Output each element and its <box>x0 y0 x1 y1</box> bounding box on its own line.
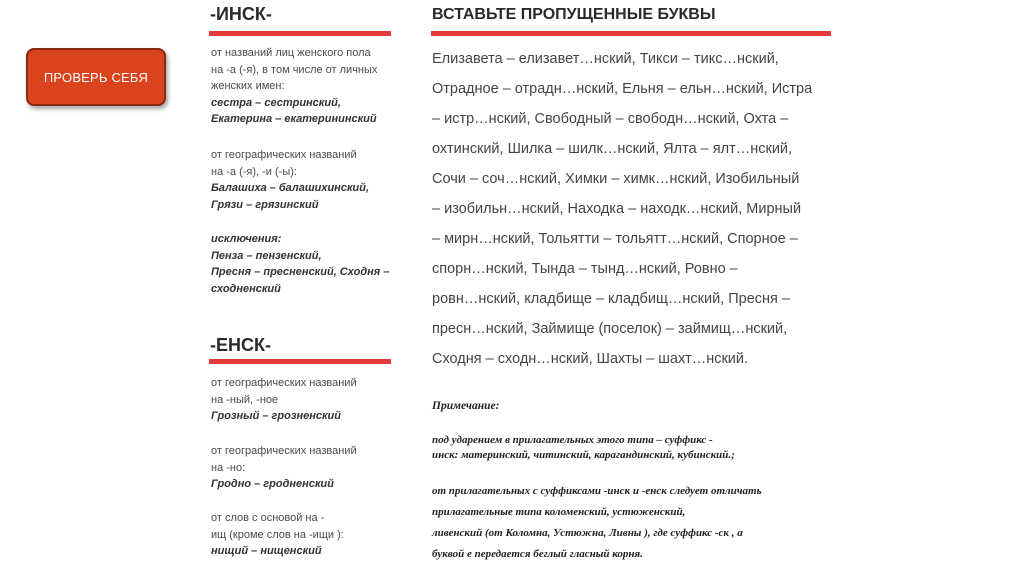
rule-line: от названий лиц женского пола <box>211 47 371 59</box>
exceptions-label: исключения: <box>211 233 282 245</box>
rule-line: от слов с основой на - <box>211 512 325 524</box>
ensk-geo2-rule <box>211 443 357 493</box>
rule-line: от географических названий <box>211 377 357 389</box>
example-line: Гродно – гродненский <box>211 478 334 490</box>
exercise-heading-underline <box>431 31 831 36</box>
insk-heading-underline <box>209 31 391 36</box>
example-line: Екатерина – екатерининский <box>211 113 377 125</box>
example-line: Грязи – грязинский <box>211 198 319 211</box>
rule-line: на -а (-я), -и (-ы): <box>211 165 297 178</box>
example-line: сходненский <box>211 282 281 295</box>
ensk-heading: -ЕНСК- <box>210 335 271 355</box>
example-line: Грозный – грозненский <box>211 410 341 422</box>
exercise-line: пресн…нский, Займище (поселок) – займищ…нский, <box>432 321 788 337</box>
note-line: от прилагательных с суффиксами -инск и -енск следует отличать <box>432 485 762 497</box>
exercise-line: Отрадное – отрадн…нский, Ельня – ельн…нский, Истра <box>432 81 813 97</box>
note-line: ливенский (от Коломна, Устюжна, Ливны ), где суффикс -ск , а <box>432 527 743 539</box>
rule-line: ищ (кроме слов на -ищи ): <box>211 528 344 541</box>
insk-heading: -ИНСК- <box>210 4 272 24</box>
exercise-line: охтинский, Шилка – шилк…нский, Ялта – ялт…нский, <box>432 141 793 157</box>
note-line: буквой е передается беглый гласный корня. <box>432 548 643 560</box>
example-line: сестра – сестринский, <box>211 96 341 109</box>
ensk-stem-rule <box>211 510 344 560</box>
ensk-heading-underline <box>209 359 391 364</box>
exercise-heading: ВСТАВЬТЕ ПРОПУЩЕННЫЕ БУКВЫ <box>432 6 716 23</box>
note-label: Примечание: <box>432 400 500 412</box>
exercise-line: – истр…нский, Свободный – свободн…нский, Охта – <box>432 111 789 127</box>
rule-line: на -а (-я), в том числе от личных <box>211 63 378 76</box>
rule-line: от географических названий <box>211 149 357 161</box>
rule-line: на -но: <box>211 461 246 474</box>
ensk-geo1-rule <box>211 375 357 425</box>
exercise-line: Елизавета – елизавет…нский, Тикси – тикс…нский, <box>432 51 779 67</box>
exercise-line: – мирн…нский, Тольятти – тольятт…нский, Спорное – <box>432 231 798 247</box>
note-line: прилагательные типа коломенский, устюженский, <box>432 506 686 518</box>
example-line: нищий – нищенский <box>211 545 322 557</box>
exercise-text <box>432 44 852 374</box>
insk-women-rule <box>211 45 377 128</box>
rule-line: на -ный, -ное <box>211 393 279 406</box>
exercise-line: – изобильн…нский, Находка – находк…нский, Мирный <box>432 201 802 217</box>
rule-line: женских имен: <box>211 80 285 92</box>
exercise-line: спорн…нский, Тында – тынд…нский, Ровно – <box>432 261 738 277</box>
note-line: инск: материнский, читинский, карагандинский, кубинский.; <box>432 449 735 461</box>
note-distinguish <box>432 481 762 565</box>
exercise-line: Сочи – соч…нский, Химки – химк…нский, Изобильный <box>432 171 800 187</box>
example-line: Пресня – пресненский, Сходня – <box>211 266 390 278</box>
rule-line: от географических названий <box>211 445 357 457</box>
check-yourself-button[interactable]: ПРОВЕРЬ СЕБЯ <box>26 48 166 106</box>
note-line: под ударением в прилагательных этого типа – суффикс - <box>432 434 713 446</box>
example-line: Пенза – пензенский, <box>211 249 322 262</box>
insk-exceptions <box>211 231 389 297</box>
exercise-line: Сходня – сходн…нский, Шахты – шахт…нский. <box>432 351 749 367</box>
exercise-line: ровн…нский, кладбище – кладбищ…нский, Пресня – <box>432 291 790 307</box>
insk-geo-rule <box>211 147 369 213</box>
example-line: Балашиха – балашихинский, <box>211 182 370 194</box>
note-stress <box>432 433 735 463</box>
